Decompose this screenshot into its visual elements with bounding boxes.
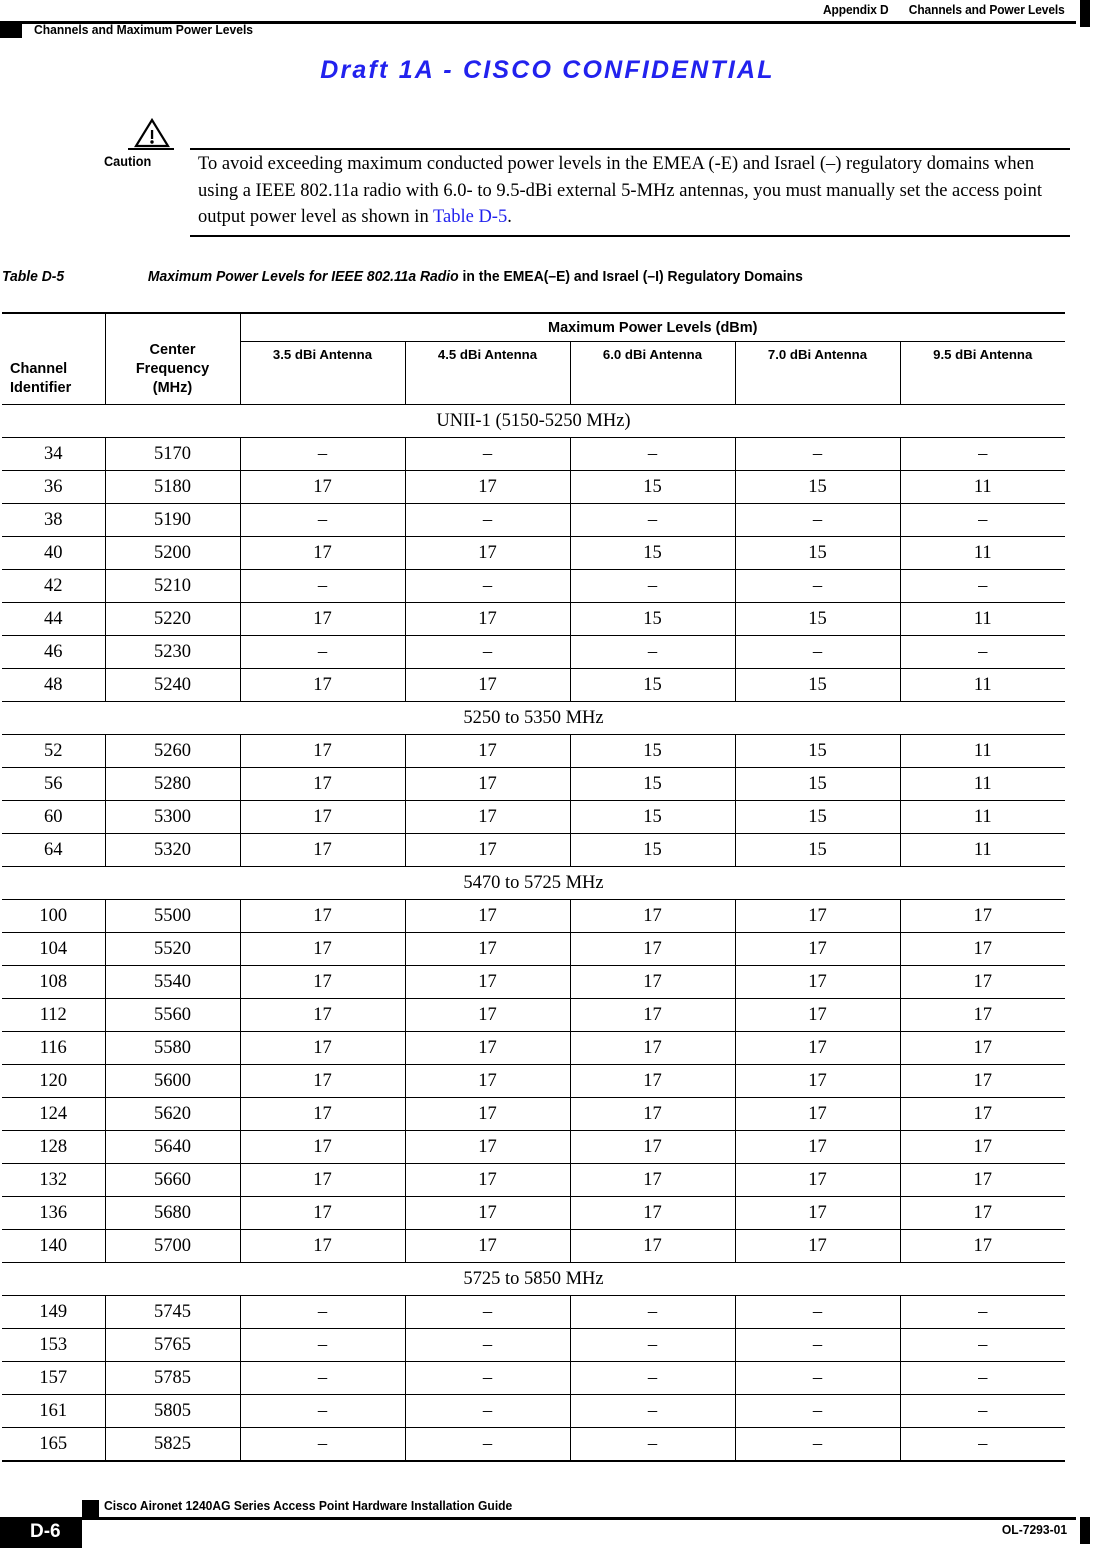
cell-power-level: – bbox=[405, 1296, 570, 1329]
cell-power-level: 17 bbox=[570, 1098, 735, 1131]
column-header-antenna-9-5: 9.5 dBi Antenna bbox=[900, 342, 1065, 405]
cell-power-level: 17 bbox=[240, 900, 405, 933]
cell-channel-identifier: 140 bbox=[2, 1230, 105, 1263]
cell-channel-identifier: 120 bbox=[2, 1065, 105, 1098]
cell-center-frequency: 5240 bbox=[105, 669, 240, 702]
cell-power-level: 15 bbox=[735, 603, 900, 636]
cell-power-level: 15 bbox=[570, 768, 735, 801]
cell-power-level: – bbox=[735, 504, 900, 537]
cell-power-level: 15 bbox=[570, 537, 735, 570]
cell-power-level: 17 bbox=[405, 1197, 570, 1230]
cell-power-level: 11 bbox=[900, 471, 1065, 504]
cell-power-level: 11 bbox=[900, 768, 1065, 801]
cell-power-level: – bbox=[240, 1362, 405, 1395]
table-caption-title-italic: Maximum Power Levels for IEEE 802.11a Radio bbox=[147, 269, 459, 285]
cell-power-level: – bbox=[900, 1296, 1065, 1329]
cell-power-level: 15 bbox=[735, 735, 900, 768]
cell-power-level: 17 bbox=[240, 1131, 405, 1164]
footer-guide-title: Cisco Aironet 1240AG Series Access Point Hardware Installation Guide bbox=[104, 1498, 513, 1513]
cell-power-level: – bbox=[735, 1329, 900, 1362]
table-caption bbox=[2, 269, 1051, 285]
table-caption-number: Table D-5 bbox=[2, 269, 65, 285]
table-row bbox=[2, 1065, 1065, 1098]
cell-power-level: 11 bbox=[900, 735, 1065, 768]
band-label: UNII-1 (5150-5250 MHz) bbox=[2, 405, 1065, 438]
cell-power-level: 17 bbox=[900, 1032, 1065, 1065]
cell-power-level: 17 bbox=[405, 537, 570, 570]
table-row bbox=[2, 735, 1065, 768]
cell-power-level: 17 bbox=[735, 966, 900, 999]
cell-power-level: – bbox=[570, 504, 735, 537]
cell-center-frequency: 5580 bbox=[105, 1032, 240, 1065]
cell-center-frequency: 5500 bbox=[105, 900, 240, 933]
cell-power-level: 17 bbox=[405, 603, 570, 636]
max-power-levels-table bbox=[2, 312, 1065, 1462]
cell-power-level: 17 bbox=[240, 768, 405, 801]
table-row bbox=[2, 669, 1065, 702]
cell-channel-identifier: 132 bbox=[2, 1164, 105, 1197]
header-running-title bbox=[823, 2, 1065, 17]
cell-center-frequency: 5540 bbox=[105, 966, 240, 999]
cell-power-level: – bbox=[570, 1428, 735, 1462]
cell-power-level: 17 bbox=[405, 1164, 570, 1197]
cell-power-level: 15 bbox=[570, 735, 735, 768]
cell-power-level: – bbox=[405, 504, 570, 537]
table-row bbox=[2, 504, 1065, 537]
cell-power-level: – bbox=[570, 1362, 735, 1395]
cell-channel-identifier: 52 bbox=[2, 735, 105, 768]
table-row bbox=[2, 1428, 1065, 1462]
cell-power-level: – bbox=[405, 1428, 570, 1462]
cell-power-level: 17 bbox=[240, 1230, 405, 1263]
cell-channel-identifier: 104 bbox=[2, 933, 105, 966]
table-row bbox=[2, 438, 1065, 471]
cell-power-level: 17 bbox=[405, 471, 570, 504]
caution-icon-underline bbox=[128, 148, 174, 150]
column-header-antenna-7-0: 7.0 dBi Antenna bbox=[735, 342, 900, 405]
table-row bbox=[2, 900, 1065, 933]
cell-power-level: – bbox=[735, 1296, 900, 1329]
cell-center-frequency: 5620 bbox=[105, 1098, 240, 1131]
cell-center-frequency: 5210 bbox=[105, 570, 240, 603]
cell-power-level: – bbox=[570, 438, 735, 471]
cell-center-frequency: 5600 bbox=[105, 1065, 240, 1098]
cell-power-level: 17 bbox=[405, 1032, 570, 1065]
cell-channel-identifier: 46 bbox=[2, 636, 105, 669]
band-label: 5725 to 5850 MHz bbox=[2, 1263, 1065, 1296]
caution-top-rule bbox=[190, 148, 1070, 150]
cell-channel-identifier: 165 bbox=[2, 1428, 105, 1462]
cell-power-level: – bbox=[900, 636, 1065, 669]
cell-power-level: 17 bbox=[240, 999, 405, 1032]
cell-power-level: – bbox=[900, 1428, 1065, 1462]
cell-power-level: 17 bbox=[405, 735, 570, 768]
cell-power-level: – bbox=[900, 570, 1065, 603]
cell-center-frequency: 5200 bbox=[105, 537, 240, 570]
cell-center-frequency: 5745 bbox=[105, 1296, 240, 1329]
center-frequency-line2: Frequency bbox=[135, 361, 210, 377]
cell-power-level: 17 bbox=[240, 1065, 405, 1098]
cell-channel-identifier: 40 bbox=[2, 537, 105, 570]
cell-power-level: 17 bbox=[735, 933, 900, 966]
table-row bbox=[2, 471, 1065, 504]
channel-identifier-line1: Channel bbox=[10, 361, 68, 377]
table-row bbox=[2, 603, 1065, 636]
cell-center-frequency: 5180 bbox=[105, 471, 240, 504]
cell-power-level: 17 bbox=[240, 1164, 405, 1197]
cell-power-level: 17 bbox=[735, 1197, 900, 1230]
cell-channel-identifier: 112 bbox=[2, 999, 105, 1032]
table-row bbox=[2, 834, 1065, 867]
band-label: 5250 to 5350 MHz bbox=[2, 702, 1065, 735]
cell-center-frequency: 5260 bbox=[105, 735, 240, 768]
cell-center-frequency: 5660 bbox=[105, 1164, 240, 1197]
header-left-square-marker bbox=[0, 23, 22, 38]
table-row bbox=[2, 570, 1065, 603]
cell-center-frequency: 5640 bbox=[105, 1131, 240, 1164]
cell-power-level: 15 bbox=[735, 471, 900, 504]
cell-power-level: – bbox=[405, 636, 570, 669]
cell-channel-identifier: 56 bbox=[2, 768, 105, 801]
cell-power-level: – bbox=[240, 504, 405, 537]
cell-power-level: 11 bbox=[900, 669, 1065, 702]
cell-power-level: 17 bbox=[240, 933, 405, 966]
cell-power-level: – bbox=[405, 1395, 570, 1428]
cell-center-frequency: 5300 bbox=[105, 801, 240, 834]
cell-channel-identifier: 153 bbox=[2, 1329, 105, 1362]
table-row bbox=[2, 1098, 1065, 1131]
cell-channel-identifier: 116 bbox=[2, 1032, 105, 1065]
cell-center-frequency: 5805 bbox=[105, 1395, 240, 1428]
cell-power-level: 17 bbox=[405, 669, 570, 702]
table-row bbox=[2, 999, 1065, 1032]
cell-center-frequency: 5190 bbox=[105, 504, 240, 537]
cell-channel-identifier: 38 bbox=[2, 504, 105, 537]
cell-center-frequency: 5220 bbox=[105, 603, 240, 636]
page-footer bbox=[0, 1495, 1095, 1548]
table-band-row bbox=[2, 867, 1065, 900]
cell-power-level: 17 bbox=[735, 1032, 900, 1065]
cell-power-level: 15 bbox=[570, 801, 735, 834]
draft-confidential-banner: Draft 1A - CISCO CONFIDENTIAL bbox=[320, 56, 775, 84]
table-row bbox=[2, 1164, 1065, 1197]
cell-power-level: 15 bbox=[735, 801, 900, 834]
cell-channel-identifier: 48 bbox=[2, 669, 105, 702]
caution-text-part2: . bbox=[507, 207, 512, 227]
cell-power-level: 15 bbox=[570, 834, 735, 867]
header-section-title: Channels and Maximum Power Levels bbox=[34, 22, 254, 37]
cell-power-level: 17 bbox=[405, 834, 570, 867]
cell-power-level: 17 bbox=[900, 1197, 1065, 1230]
cell-center-frequency: 5825 bbox=[105, 1428, 240, 1462]
table-d5-cross-reference-link[interactable]: Table D-5 bbox=[433, 207, 508, 227]
column-header-antenna-4-5: 4.5 dBi Antenna bbox=[405, 342, 570, 405]
table-band-row bbox=[2, 702, 1065, 735]
cell-center-frequency: 5765 bbox=[105, 1329, 240, 1362]
cell-power-level: 17 bbox=[240, 471, 405, 504]
table-row bbox=[2, 1329, 1065, 1362]
caution-bottom-rule bbox=[190, 235, 1070, 237]
cell-power-level: 17 bbox=[735, 999, 900, 1032]
center-frequency-line1: Center bbox=[149, 342, 196, 358]
cell-channel-identifier: 124 bbox=[2, 1098, 105, 1131]
cell-power-level: 17 bbox=[570, 1131, 735, 1164]
table-row bbox=[2, 801, 1065, 834]
column-header-antenna-3-5: 3.5 dBi Antenna bbox=[240, 342, 405, 405]
cell-power-level: 17 bbox=[735, 1230, 900, 1263]
cell-power-level: 17 bbox=[900, 933, 1065, 966]
cell-power-level: 17 bbox=[900, 999, 1065, 1032]
cell-power-level: 17 bbox=[405, 1098, 570, 1131]
cell-power-level: – bbox=[570, 1296, 735, 1329]
cell-power-level: 15 bbox=[735, 537, 900, 570]
cell-power-level: – bbox=[240, 570, 405, 603]
cell-power-level: 17 bbox=[570, 1197, 735, 1230]
cell-channel-identifier: 128 bbox=[2, 1131, 105, 1164]
table-row bbox=[2, 966, 1065, 999]
cell-power-level: 17 bbox=[240, 966, 405, 999]
cell-power-level: 17 bbox=[405, 801, 570, 834]
cell-channel-identifier: 161 bbox=[2, 1395, 105, 1428]
cell-channel-identifier: 136 bbox=[2, 1197, 105, 1230]
column-header-center-frequency bbox=[105, 313, 240, 405]
cell-power-level: – bbox=[900, 1329, 1065, 1362]
cell-center-frequency: 5520 bbox=[105, 933, 240, 966]
table-row bbox=[2, 1395, 1065, 1428]
table-row bbox=[2, 933, 1065, 966]
column-header-channel-identifier bbox=[2, 313, 105, 405]
cell-power-level: 17 bbox=[570, 933, 735, 966]
cell-center-frequency: 5320 bbox=[105, 834, 240, 867]
warning-triangle-icon bbox=[134, 118, 170, 148]
cell-power-level: 17 bbox=[405, 768, 570, 801]
header-right-tab-marker bbox=[1080, 0, 1090, 27]
cell-power-level: 17 bbox=[735, 900, 900, 933]
cell-power-level: 15 bbox=[735, 834, 900, 867]
cell-channel-identifier: 157 bbox=[2, 1362, 105, 1395]
table-row bbox=[2, 1230, 1065, 1263]
cell-power-level: 17 bbox=[405, 966, 570, 999]
column-header-antenna-6-0: 6.0 dBi Antenna bbox=[570, 342, 735, 405]
band-label: 5470 to 5725 MHz bbox=[2, 867, 1065, 900]
cell-power-level: 15 bbox=[570, 471, 735, 504]
cell-power-level: 17 bbox=[900, 1230, 1065, 1263]
cell-power-level: 17 bbox=[240, 834, 405, 867]
cell-power-level: – bbox=[240, 1428, 405, 1462]
table-row bbox=[2, 1032, 1065, 1065]
column-header-max-power-levels-group: Maximum Power Levels (dBm) bbox=[240, 313, 1065, 342]
cell-power-level: 11 bbox=[900, 834, 1065, 867]
cell-power-level: 17 bbox=[240, 735, 405, 768]
cell-power-level: 15 bbox=[570, 603, 735, 636]
cell-power-level: – bbox=[735, 1428, 900, 1462]
footer-document-id: OL-7293-01 bbox=[1001, 1522, 1067, 1537]
cell-power-level: – bbox=[570, 1395, 735, 1428]
cell-power-level: 17 bbox=[240, 801, 405, 834]
cell-channel-identifier: 149 bbox=[2, 1296, 105, 1329]
cell-power-level: – bbox=[735, 1395, 900, 1428]
cell-power-level: – bbox=[735, 636, 900, 669]
cell-power-level: 17 bbox=[570, 1164, 735, 1197]
cell-power-level: – bbox=[735, 1362, 900, 1395]
cell-power-level: – bbox=[405, 438, 570, 471]
cell-power-level: – bbox=[570, 570, 735, 603]
cell-power-level: 17 bbox=[570, 1032, 735, 1065]
cell-power-level: – bbox=[240, 636, 405, 669]
cell-center-frequency: 5230 bbox=[105, 636, 240, 669]
cell-power-level: 11 bbox=[900, 537, 1065, 570]
cell-power-level: – bbox=[735, 570, 900, 603]
cell-power-level: 17 bbox=[735, 1098, 900, 1131]
cell-center-frequency: 5680 bbox=[105, 1197, 240, 1230]
cell-power-level: 17 bbox=[900, 1131, 1065, 1164]
cell-power-level: – bbox=[900, 504, 1065, 537]
cell-power-level: 17 bbox=[405, 933, 570, 966]
cell-power-level: 17 bbox=[405, 1065, 570, 1098]
center-frequency-line3: (MHz) bbox=[152, 380, 193, 396]
table-row bbox=[2, 1131, 1065, 1164]
cell-center-frequency: 5700 bbox=[105, 1230, 240, 1263]
cell-center-frequency: 5560 bbox=[105, 999, 240, 1032]
cell-power-level: 17 bbox=[405, 1230, 570, 1263]
cell-power-level: 17 bbox=[570, 1065, 735, 1098]
table-row bbox=[2, 1296, 1065, 1329]
cell-power-level: 17 bbox=[405, 900, 570, 933]
header-running-text: Channels and Power Levels bbox=[909, 2, 1065, 17]
cell-power-level: 17 bbox=[240, 603, 405, 636]
cell-power-level: – bbox=[570, 1329, 735, 1362]
cell-power-level: – bbox=[405, 570, 570, 603]
table-band-row bbox=[2, 1263, 1065, 1296]
cell-power-level: – bbox=[900, 438, 1065, 471]
cell-channel-identifier: 108 bbox=[2, 966, 105, 999]
cell-channel-identifier: 100 bbox=[2, 900, 105, 933]
cell-channel-identifier: 64 bbox=[2, 834, 105, 867]
cell-power-level: 17 bbox=[735, 1164, 900, 1197]
table-body bbox=[2, 405, 1065, 1462]
table-header-row-group bbox=[2, 313, 1065, 342]
cell-channel-identifier: 42 bbox=[2, 570, 105, 603]
cell-power-level: 17 bbox=[900, 1065, 1065, 1098]
channel-identifier-line2: Identifier bbox=[10, 380, 72, 396]
cell-power-level: 17 bbox=[900, 1164, 1065, 1197]
table-row bbox=[2, 537, 1065, 570]
table-caption-title-roman: in the EMEA(–E) and Israel (–I) Regulatory Domains bbox=[458, 269, 803, 285]
cell-power-level: 11 bbox=[900, 603, 1065, 636]
cell-power-level: – bbox=[405, 1329, 570, 1362]
cell-power-level: 17 bbox=[405, 1131, 570, 1164]
footer-page-number: D-6 bbox=[30, 1521, 61, 1542]
cell-power-level: 17 bbox=[240, 1098, 405, 1131]
cell-power-level: 17 bbox=[570, 966, 735, 999]
table-row bbox=[2, 768, 1065, 801]
cell-power-level: 17 bbox=[900, 1098, 1065, 1131]
cell-power-level: 17 bbox=[240, 1032, 405, 1065]
cell-power-level: 17 bbox=[570, 1230, 735, 1263]
cell-power-level: 17 bbox=[900, 900, 1065, 933]
cell-power-level: 17 bbox=[570, 900, 735, 933]
cell-power-level: – bbox=[240, 438, 405, 471]
cell-power-level: – bbox=[735, 438, 900, 471]
cell-channel-identifier: 44 bbox=[2, 603, 105, 636]
cell-power-level: – bbox=[240, 1296, 405, 1329]
cell-power-level: – bbox=[240, 1395, 405, 1428]
page-header bbox=[0, 0, 1095, 46]
cell-power-level: – bbox=[900, 1395, 1065, 1428]
footer-square-marker bbox=[82, 1500, 99, 1517]
caution-label: Caution bbox=[104, 154, 152, 169]
cell-power-level: 17 bbox=[570, 999, 735, 1032]
cell-center-frequency: 5785 bbox=[105, 1362, 240, 1395]
cell-power-level: 17 bbox=[735, 1065, 900, 1098]
footer-right-tab-marker bbox=[1080, 1517, 1090, 1544]
cell-power-level: 17 bbox=[405, 999, 570, 1032]
caution-text bbox=[198, 151, 1078, 231]
cell-power-level: 15 bbox=[570, 669, 735, 702]
cell-power-level: – bbox=[570, 636, 735, 669]
caution-text-part1: To avoid exceeding maximum conducted power levels in the EMEA (-E) and Israel (–) regulatory domains when using a IEEE 802.11a radio with 6.0- to 9.5-dBi external 5-MHz antennas, you must manually set the access point output power level as shown in bbox=[198, 154, 1042, 227]
cell-power-level: 17 bbox=[240, 669, 405, 702]
header-appendix-label: Appendix D bbox=[823, 2, 889, 17]
table-row bbox=[2, 1197, 1065, 1230]
cell-channel-identifier: 34 bbox=[2, 438, 105, 471]
cell-channel-identifier: 60 bbox=[2, 801, 105, 834]
table-row bbox=[2, 636, 1065, 669]
cell-power-level: 15 bbox=[735, 669, 900, 702]
cell-power-level: – bbox=[240, 1329, 405, 1362]
cell-power-level: – bbox=[405, 1362, 570, 1395]
cell-power-level: – bbox=[900, 1362, 1065, 1395]
table-band-row bbox=[2, 405, 1065, 438]
table-row bbox=[2, 1362, 1065, 1395]
cell-power-level: 17 bbox=[900, 966, 1065, 999]
cell-center-frequency: 5280 bbox=[105, 768, 240, 801]
cell-power-level: 17 bbox=[240, 1197, 405, 1230]
cell-power-level: 17 bbox=[735, 1131, 900, 1164]
cell-channel-identifier: 36 bbox=[2, 471, 105, 504]
footer-rule bbox=[0, 1517, 1076, 1520]
cell-center-frequency: 5170 bbox=[105, 438, 240, 471]
table-head bbox=[2, 313, 1065, 405]
cell-power-level: 17 bbox=[240, 537, 405, 570]
cell-power-level: 15 bbox=[735, 768, 900, 801]
cell-power-level: 11 bbox=[900, 801, 1065, 834]
